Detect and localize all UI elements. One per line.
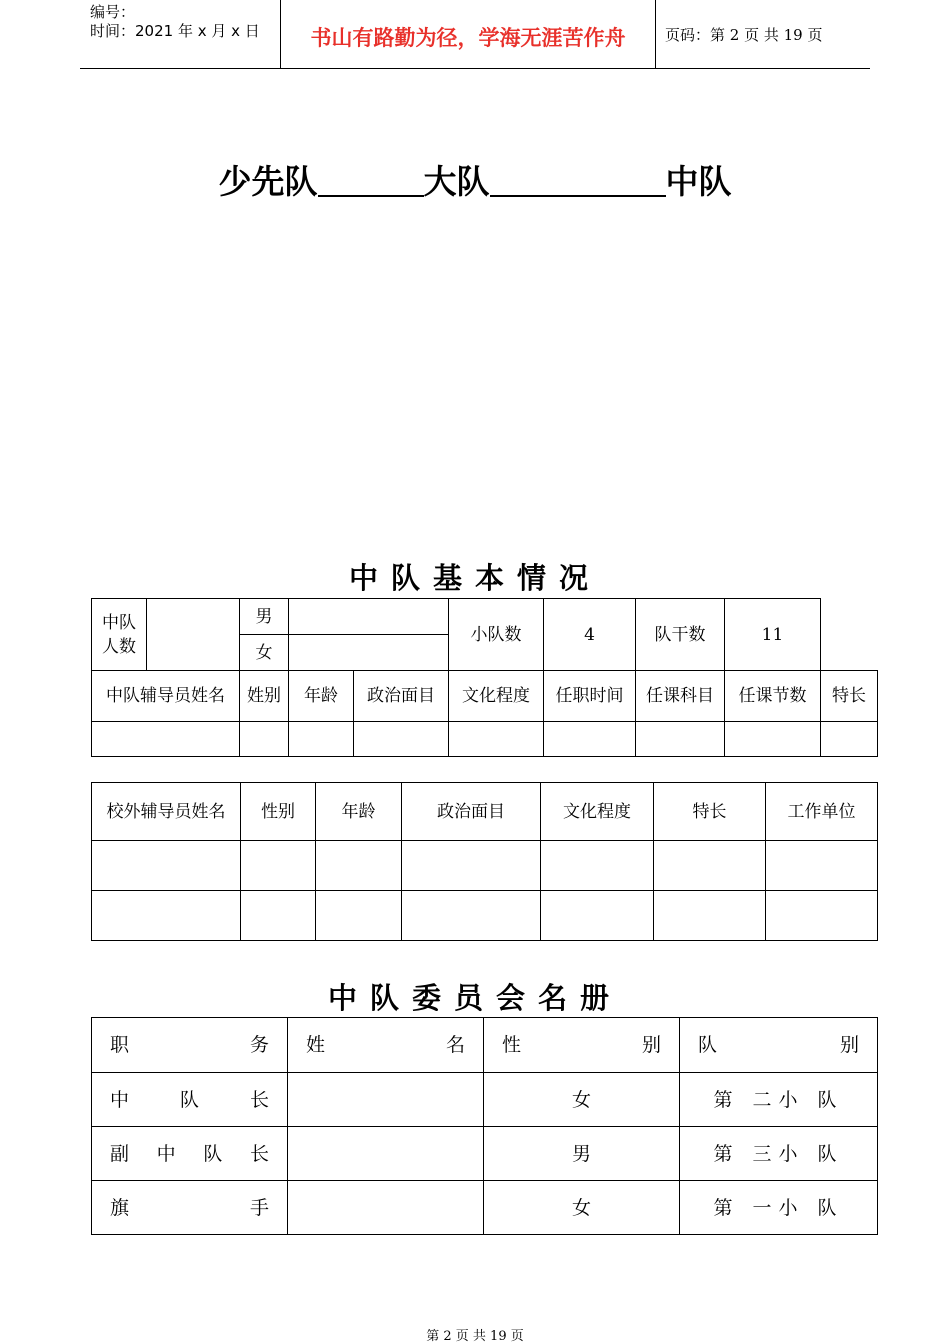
table-cell[interactable]: [449, 722, 544, 757]
table-cell[interactable]: [354, 722, 449, 757]
table-row: [92, 841, 878, 891]
gender-cell: 女: [484, 1181, 680, 1235]
role-cell: 中队长: [92, 1073, 288, 1127]
male-label: 男: [240, 599, 289, 635]
gender-cell: 女: [484, 1073, 680, 1127]
page-header: [80, 0, 870, 69]
table-cell[interactable]: [636, 722, 725, 757]
table-header-cell: 性别: [484, 1018, 680, 1073]
name-cell[interactable]: [288, 1073, 484, 1127]
table-header-cell: 中队辅导员姓名: [92, 671, 240, 722]
female-label: 女: [240, 635, 289, 671]
external-counselor-table: [91, 782, 878, 941]
table-header-cell: 政治面目: [354, 671, 449, 722]
table-row: [92, 891, 878, 941]
table-header-cell: 年龄: [316, 783, 402, 841]
table-header-cell: 文化程度: [449, 671, 544, 722]
table-cell[interactable]: [316, 891, 402, 941]
name-cell[interactable]: [288, 1127, 484, 1181]
table-header-cell: 姓别: [240, 671, 289, 722]
table-cell[interactable]: [725, 722, 821, 757]
table-row: [92, 722, 878, 757]
header-meta: [90, 3, 260, 41]
female-count-cell[interactable]: [289, 635, 449, 671]
table-header-cell: 职务: [92, 1018, 288, 1073]
table-cell[interactable]: [541, 841, 654, 891]
cadre-count-value: 11: [725, 599, 821, 671]
table-cell[interactable]: [92, 841, 241, 891]
table-cell[interactable]: [241, 891, 316, 941]
table-cell[interactable]: [821, 722, 878, 757]
blank-line: [318, 163, 424, 197]
table-header-cell: 任课节数: [725, 671, 821, 722]
title-part: 中队: [665, 162, 732, 201]
squad-count-label: 小队数: [449, 599, 544, 671]
section-title-basic-info: 中队基本情况: [348, 561, 601, 595]
table-cell[interactable]: [766, 841, 878, 891]
member-count-cell[interactable]: [147, 599, 240, 671]
squad-cell: 第 三小 队: [680, 1127, 878, 1181]
table-row: [92, 1073, 878, 1127]
basic-info-table: [91, 598, 878, 757]
main-title: [0, 156, 950, 203]
table-row: [92, 1127, 878, 1181]
header-page-info: 页码：第 2 页 共 19 页: [665, 26, 823, 44]
table-cell[interactable]: [241, 841, 316, 891]
table-header-cell: 队别: [680, 1018, 878, 1073]
table-cell[interactable]: [92, 722, 240, 757]
section-title-committee: 中队委员会名册: [327, 981, 622, 1015]
table-cell[interactable]: [654, 891, 766, 941]
table-cell[interactable]: [289, 722, 354, 757]
table-header-cell: 年龄: [289, 671, 354, 722]
table-header-cell: 工作单位: [766, 783, 878, 841]
table-header-cell: 姓名: [288, 1018, 484, 1073]
table-cell[interactable]: [402, 841, 541, 891]
table-cell[interactable]: [316, 841, 402, 891]
table-cell[interactable]: [92, 891, 241, 941]
table-cell[interactable]: [766, 891, 878, 941]
table-header-cell: 任课科目: [636, 671, 725, 722]
table-header-cell: 校外辅导员姓名: [92, 783, 241, 841]
squad-count-value: 4: [544, 599, 636, 671]
table-header-cell: 性别: [241, 783, 316, 841]
table-cell[interactable]: [544, 722, 636, 757]
table-cell[interactable]: [240, 722, 289, 757]
role-cell: 旗手: [92, 1181, 288, 1235]
table-cell[interactable]: [402, 891, 541, 941]
squad-cell: 第 一小 队: [680, 1181, 878, 1235]
gender-cell: 男: [484, 1127, 680, 1181]
table-header-cell: 任职时间: [544, 671, 636, 722]
table-row: [92, 1181, 878, 1235]
time-label: 时间：2021 年 x 月 x 日: [90, 22, 260, 40]
table-header-cell: 政治面目: [402, 783, 541, 841]
name-cell[interactable]: [288, 1181, 484, 1235]
squad-cell: 第 二小 队: [680, 1073, 878, 1127]
page-footer: 第 2 页 共 19 页: [426, 1329, 524, 1344]
title-part: 大队: [423, 162, 490, 201]
title-part: 少先队: [218, 162, 318, 201]
role-cell: 副中队长: [92, 1127, 288, 1181]
blank-line: [490, 163, 666, 197]
number-label: 编号：: [90, 3, 136, 21]
header-motto: 书山有路勤为径，学海无涯苦作舟: [310, 25, 626, 50]
table-header-cell: 特长: [654, 783, 766, 841]
table-header-cell: 特长: [821, 671, 878, 722]
table-cell[interactable]: [541, 891, 654, 941]
male-count-cell[interactable]: [289, 599, 449, 635]
member-count-label: 中队人数: [92, 599, 147, 671]
committee-roster-table: [91, 1017, 878, 1235]
header-divider: [655, 0, 656, 68]
cadre-count-label: 队干数: [636, 599, 725, 671]
table-header-cell: 文化程度: [541, 783, 654, 841]
table-cell[interactable]: [654, 841, 766, 891]
